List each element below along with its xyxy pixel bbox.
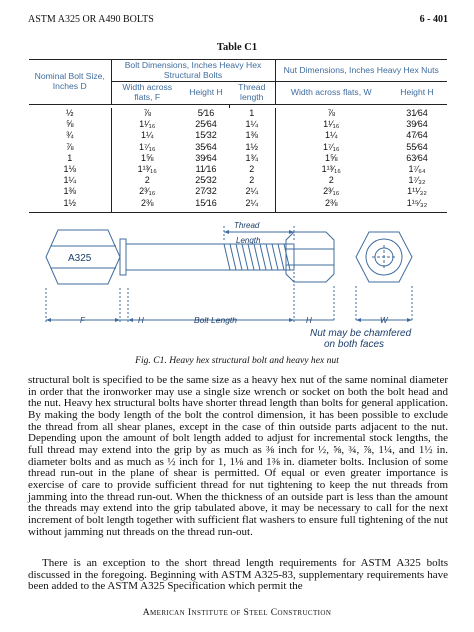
- cell-thread: 1¾: [245, 152, 258, 163]
- cell-bolt-height: 25⁄32: [195, 175, 217, 186]
- cell-nominal: 1½: [63, 197, 76, 208]
- cell-nut-width: 2: [275, 175, 387, 186]
- dim-h-label: H: [138, 316, 144, 325]
- cell-nut-width: 1⅝: [275, 153, 387, 164]
- cell-thread: 1⅜: [245, 130, 258, 141]
- cell-nut-height: 1¹¹⁄₃₂: [407, 186, 427, 197]
- cell-nut-width: 1¼: [275, 130, 387, 141]
- cell-bolt-height: 35⁄64: [195, 141, 217, 152]
- thread-length-label-2: Length: [236, 236, 261, 245]
- cell-nut-height: 39⁄64: [406, 119, 428, 130]
- cell-nominal: 1¼: [63, 175, 76, 186]
- thread-lines: [224, 244, 290, 270]
- group-bolt-dimensions: Bolt Dimensions, Inches Heavy Hex Structural Bolts: [111, 60, 275, 82]
- table-row: [29, 119, 447, 130]
- table-row: [29, 198, 447, 213]
- table-row: [29, 108, 447, 119]
- body-paragraph-2: There is an exception to the short thread length requirements for ASTM A325 bolts discussed in the foregoing. Beginning with ASTM A325-83, supplementary requirements have been added to the ASTM A325 Specification which permit the: [28, 557, 448, 593]
- table-row: [29, 130, 447, 141]
- col-thread-length: Thread length: [238, 82, 266, 102]
- cell-thread: 2: [249, 164, 255, 175]
- dim-f-label: F: [80, 316, 85, 325]
- cell-bolt-width: 1⁷⁄₁₆: [111, 142, 183, 153]
- cell-bolt-height: 15⁄32: [195, 130, 217, 141]
- bolt-and-nut-diagram: [24, 222, 454, 350]
- cell-bolt-height: 5⁄16: [197, 108, 215, 118]
- cell-bolt-width: 2⅜: [111, 198, 183, 213]
- cell-nut-height: 1⁷⁄₃₂: [408, 175, 426, 186]
- cell-bolt-height: 15⁄16: [195, 197, 217, 208]
- cell-nominal: 1⅛: [63, 164, 76, 175]
- cell-bolt-width: 1¹³⁄₁₆: [111, 164, 183, 175]
- table-row: [29, 164, 447, 175]
- cell-bolt-width: ⅞: [111, 108, 183, 119]
- cell-bolt-height: 11⁄16: [195, 164, 217, 175]
- thread-length-label-1: Thread: [234, 222, 260, 230]
- cell-nominal: ½: [65, 108, 74, 118]
- cell-bolt-width: 2³⁄₁₆: [111, 186, 183, 197]
- cell-nut-width: 2⅜: [275, 198, 387, 213]
- cell-nut-height: 1⁷⁄₆₄: [408, 164, 426, 175]
- cell-thread: 2¼: [245, 197, 258, 208]
- body-paragraph-1: structural bolt is specified to be the same size as a heavy hex nut of the same nominal diameter in order that the ironworker may use a single size wrench or socket on both the bolt head and the nut. Heavy hex structural bolts have shorter thread length than bolts for general application. By making the body length of the bolt the control dimension, it has been possible to exclude the thread from all shear planes, except in the case of thin outside parts adjacent to the nut. Depending upon the amount of bolt length added to adjust for incremental stock lengths, the full thread may extend into the grip by as much as ⅜ inch for ½, ⅝, ¾, ⅞, 1¼, and 1½ in. diameter bolts and as much as ½ inch for 1, 1⅛ and 1⅜ in. diameter bolts. Inclusion of some thread run-out in the plane of shear is permitted. Of equal or even greater importance is exercise of care to provide sufficient thread for nut tightening to keep the nut threads from jamming into the thread run-out. When the thickness of an outside part is less than the amount the threads may extend into the grip tabulated above, it may be necessary to call for the next increment of bolt length together with sufficient flat washers to ensure full tightening of the nut without jamming nut threads on the thread run-out.: [28, 374, 448, 538]
- cell-bolt-width: 1⅝: [111, 153, 183, 164]
- col-bolt-width: Width across flats, F: [111, 82, 183, 104]
- figure-caption: Fig. C1. Heavy hex structural bolt and heavy hex nut: [135, 355, 339, 366]
- cell-nominal: ⅝: [65, 119, 74, 130]
- cell-bolt-width: 2: [111, 175, 183, 186]
- cell-thread: 1¼: [245, 119, 258, 130]
- col-bolt-height: Height H: [189, 87, 223, 98]
- table-row: [29, 186, 447, 197]
- cell-bolt-height: 27⁄32: [195, 186, 217, 197]
- page-number: 6 - 401: [419, 14, 448, 25]
- dim-nut-h-label: H: [306, 316, 312, 325]
- cell-thread: 1: [249, 108, 255, 118]
- cell-nut-height: 63⁄64: [406, 152, 428, 163]
- bolt-length-label: Bolt Length: [194, 315, 238, 325]
- cell-nut-height: 47⁄64: [406, 130, 428, 141]
- cell-nut-height: 1¹⁵⁄₃₂: [406, 197, 428, 208]
- cell-nut-width: ⅞: [275, 108, 387, 119]
- bolt-grade-label: A325: [68, 253, 92, 264]
- chamfer-note-line2: on both faces: [324, 339, 385, 350]
- header-title: ASTM A325 OR A490 BOLTS: [28, 14, 154, 25]
- bolt-head-washer-face: [120, 239, 126, 275]
- col-nut-width: Width across flats, W: [275, 82, 387, 104]
- cell-bolt-height: 25⁄64: [195, 119, 217, 130]
- col-nominal-size: Nominal Bolt Size, Inches D: [29, 60, 111, 105]
- cell-bolt-height: 39⁄64: [195, 152, 217, 163]
- cell-thread: 2: [249, 175, 255, 186]
- cell-nut-height: 55⁄64: [406, 141, 428, 152]
- table-row: [29, 175, 447, 186]
- cell-nut-height: 31⁄64: [406, 108, 428, 118]
- col-nut-height: Height H: [400, 87, 434, 98]
- cell-nut-width: 1⁷⁄₁₆: [275, 142, 387, 153]
- cell-thread: 2¼: [245, 186, 258, 197]
- chamfer-note-line1: Nut may be chamfered: [310, 328, 412, 339]
- table-row: [29, 153, 447, 164]
- cell-nut-width: 2³⁄₁₆: [275, 186, 387, 197]
- cell-nominal: ⅞: [65, 141, 74, 152]
- table-row: [29, 142, 447, 153]
- cell-nut-width: 1¹³⁄₁₆: [275, 164, 387, 175]
- group-nut-dimensions: Nut Dimensions, Inches Heavy Hex Nuts: [275, 60, 447, 82]
- cell-bolt-width: 1¹⁄₁₆: [111, 119, 183, 130]
- cell-bolt-width: 1¼: [111, 130, 183, 141]
- dim-w-label: W: [380, 316, 388, 325]
- bolt-dimensions-table: [29, 59, 447, 213]
- table-caption: Table C1: [216, 42, 258, 53]
- cell-nominal: 1: [67, 152, 73, 163]
- cell-nut-width: 1¹⁄₁₆: [275, 119, 387, 130]
- cell-nominal: 1⅜: [63, 186, 76, 197]
- running-header: [28, 14, 448, 28]
- cell-thread: 1½: [245, 141, 258, 152]
- page-footer: American Institute of Steel Construction: [142, 607, 332, 618]
- nut-side-view: [286, 232, 334, 282]
- cell-nominal: ¾: [65, 130, 74, 141]
